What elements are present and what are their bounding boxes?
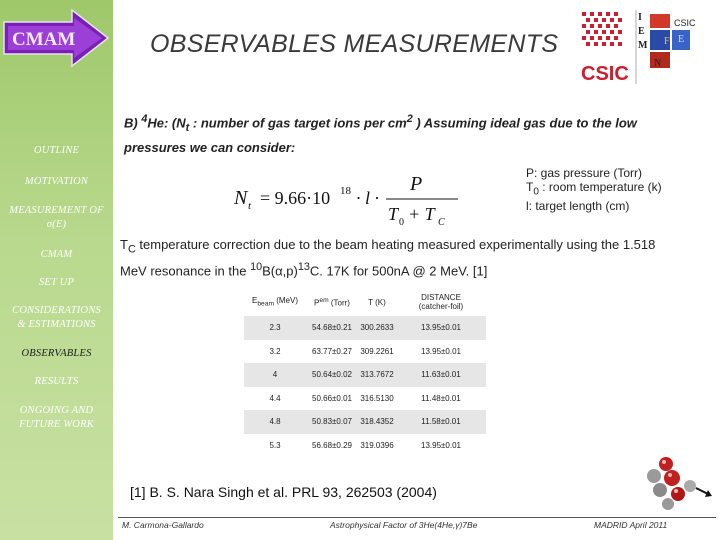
nav-label-2: FUTURE WORK	[19, 419, 94, 430]
sidebar	[0, 0, 113, 540]
svg-text:I: I	[638, 12, 642, 23]
measurement-table	[244, 288, 486, 457]
nav-label: CONSIDERATIONS	[12, 305, 101, 316]
svg-text:F: F	[664, 36, 670, 47]
reference-citation: [1] B. S. Nara Singh et al. PRL 93, 262503 (2004)	[130, 484, 437, 500]
legend-pressure: P: gas pressure (Torr)	[526, 166, 643, 180]
molecule-icon	[642, 452, 712, 512]
nav-measurement[interactable]	[0, 204, 113, 232]
nav-label-2: σ(E)	[46, 219, 67, 230]
svg-text:= 9.66·10: = 9.66·10	[260, 188, 331, 208]
svg-text:T: T	[388, 204, 399, 224]
svg-text:· l ·: · l ·	[356, 188, 380, 208]
nav-label: ONGOING AND	[19, 405, 94, 416]
nav-motivation[interactable]	[0, 175, 113, 189]
table-row: 4 50.64±0.02 313.7672 11.63±0.01	[244, 363, 486, 387]
svg-text:E: E	[678, 34, 685, 45]
nav-label-2: & ESTIMATIONS	[17, 319, 96, 330]
svg-text:+ T: + T	[408, 204, 435, 224]
table-row: 5.3 56.68±0.29 319.0396 13.95±0.01	[269, 440, 461, 450]
nav-cmam[interactable]	[0, 248, 113, 262]
svg-text:t: t	[248, 200, 252, 212]
table-header-row	[244, 288, 486, 316]
table-row: 4.8 50.83±0.07 318.4352 11.58±0.01	[244, 410, 486, 434]
table-row: 2.3 54.68±0.21 300.2633 13.95±0.01	[244, 316, 486, 340]
legend-length: l: target length (cm)	[526, 199, 630, 214]
nav-setup[interactable]	[0, 276, 113, 290]
nav-results[interactable]	[0, 375, 113, 389]
target-ion-formula	[232, 170, 462, 230]
nav-considerations[interactable]	[0, 304, 113, 332]
temperature-correction-text: $T_C$ temperature correction due to the beam heating measured experimentally using the 1.518 MeV resonance in the $^{10}B(\alpha,p)^{13}C$. 17K for 500nA @ 2 MeV. [1]	[120, 237, 656, 278]
svg-text:M: M	[638, 40, 648, 51]
csic-logo	[578, 8, 716, 86]
formula-legend	[526, 166, 706, 213]
svg-text:CSIC: CSIC	[674, 18, 696, 28]
cmam-logo	[2, 8, 110, 68]
nav-label: OUTLINE	[33, 145, 80, 156]
nav-label: CMAM	[40, 249, 73, 260]
header-pressure: $P^{em}$ (Torr)	[314, 296, 350, 308]
header-temperature: T (K)	[368, 297, 386, 307]
nav-ongoing[interactable]	[0, 404, 113, 432]
table-row: 4.4 50.66±0.01 316.5130 11.48±0.01	[269, 393, 461, 403]
footer-talk-title: Astrophysical Factor of 3He(4He,γ)7Be	[330, 520, 478, 530]
svg-text:N: N	[654, 58, 662, 69]
nav-label: OBSERVABLES	[21, 348, 92, 359]
nav-label: MEASUREMENT OF	[9, 205, 104, 216]
svg-text:N: N	[234, 187, 248, 209]
logo-text: CMAM	[12, 29, 76, 50]
csic-wordmark: CSIC	[581, 63, 629, 85]
svg-text:18: 18	[340, 185, 351, 197]
svg-text:C: C	[438, 217, 445, 228]
nav-outline[interactable]	[0, 144, 113, 158]
intro-text: B) $^4$He: ($N_t$ : number of gas target ions per $cm^2$ ) Assuming ideal gas due to the low pressures we can consider:	[124, 113, 637, 155]
nav-label: MOTIVATION	[24, 176, 89, 187]
cmam-arrow-icon	[2, 8, 110, 68]
iem-logo-icon	[636, 10, 696, 84]
legend-room-temp: $T_0$ : room temperature (k)	[526, 180, 662, 198]
footer-divider	[118, 517, 716, 518]
footer-author: M. Carmona-Gallardo	[122, 520, 204, 530]
header-energy: $E_{beam}$ (MeV)	[252, 296, 298, 308]
svg-text:P: P	[410, 173, 423, 195]
table-row: 3.2 63.77±0.27 309.2261 13.95±0.01	[269, 346, 461, 356]
csic-seal-icon	[578, 8, 629, 85]
nav-observables[interactable]	[0, 347, 113, 361]
page-title: OBSERVABLES MEASUREMENTS	[150, 30, 559, 58]
svg-text:E: E	[638, 26, 645, 37]
nav-label: RESULTS	[34, 376, 79, 387]
nav-label: SET UP	[38, 277, 75, 288]
header-distance: DISTANCE (catcher-foil)	[418, 293, 464, 311]
footer-place-date: MADRID April 2011	[594, 520, 668, 530]
svg-text:0: 0	[399, 217, 404, 228]
